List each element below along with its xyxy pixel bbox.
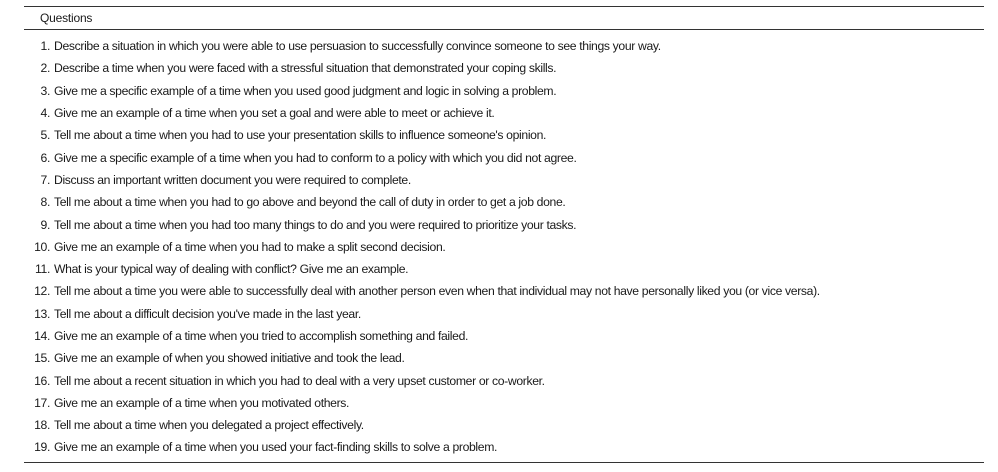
question-number: 8. <box>40 195 50 210</box>
table-row <box>24 347 984 369</box>
question-text: Give me an example of a time when you tried to accomplish something and failed. <box>54 329 469 343</box>
question-number: 4. <box>40 106 50 121</box>
question-text: Give me an example of when you showed initiative and took the lead. <box>54 351 405 366</box>
question-number: 3. <box>40 83 50 98</box>
question-number: 17. <box>34 395 50 410</box>
question-text: What is your typical way of dealing with conflict? Give me an example. <box>54 262 409 277</box>
question-number: 10. <box>34 239 50 254</box>
question-number: 6. <box>40 150 50 165</box>
question-text: Tell me about a recent situation in which you had to deal with a very upset customer or co-worker. <box>54 373 545 388</box>
question-text: Give me a specific example of a time when you used good judgment and logic in solving a problem. <box>54 83 557 98</box>
question-text: Give me an example of a time when you motivated others. <box>54 395 350 410</box>
question-number: 5. <box>40 128 50 143</box>
table-row <box>24 169 984 191</box>
question-text: Tell me about a time when you had to go above and beyond the call of duty in order to get a job done. <box>54 195 566 210</box>
question-text: Tell me about a time when you delegated a project effectively. <box>54 418 364 433</box>
question-text: Tell me about a time when you had to use your presentation skills to influence someone's opinion. <box>54 128 547 143</box>
table-row <box>24 392 984 414</box>
table-row <box>24 213 984 235</box>
question-text: Discuss an important written document you were required to complete. <box>54 172 411 187</box>
question-number: 19. <box>34 440 50 455</box>
question-number: 18. <box>34 418 50 433</box>
table-row <box>24 258 984 280</box>
question-number: 12. <box>34 284 50 299</box>
table-row <box>24 124 984 146</box>
table-row <box>24 414 984 436</box>
bottom-rule <box>24 462 984 463</box>
table-row <box>24 35 984 57</box>
question-text: Tell me about a time you were able to successfully deal with another person even when that individual may not have personally liked you (or vice versa). <box>54 284 820 299</box>
table-row <box>24 80 984 102</box>
table-row <box>24 325 984 347</box>
question-text: Tell me about a time when you had too many things to do and you were required to prioritize your tasks. <box>54 217 577 232</box>
table-row <box>24 280 984 302</box>
question-number: 1. <box>40 39 50 54</box>
table-row <box>24 191 984 213</box>
question-text: Give me a specific example of a time when you had to conform to a policy with which you did not agree. <box>54 150 577 165</box>
table-row <box>24 236 984 258</box>
question-list <box>24 35 984 459</box>
table-header <box>24 6 984 30</box>
question-number: 13. <box>34 306 50 321</box>
question-text: Describe a time when you were faced with a stressful situation that demonstrated your coping skills. <box>54 61 557 76</box>
question-text: Give me an example of a time when you set a goal and were able to meet or achieve it. <box>54 106 495 121</box>
table-row <box>24 146 984 168</box>
table-row <box>24 303 984 325</box>
question-number: 9. <box>40 217 50 232</box>
table-row <box>24 102 984 124</box>
question-number: 15. <box>34 351 50 366</box>
question-number: 16. <box>34 373 50 388</box>
questions-table <box>24 6 984 463</box>
question-text: Tell me about a difficult decision you've made in the last year. <box>54 306 361 321</box>
table-row <box>24 57 984 79</box>
table-row <box>24 369 984 391</box>
question-number: 2. <box>40 61 50 76</box>
header-label: Questions <box>40 11 93 25</box>
question-number: 14. <box>34 329 50 343</box>
table-row <box>24 436 984 458</box>
question-text: Give me an example of a time when you used your fact-finding skills to solve a problem. <box>54 440 498 455</box>
question-number: 11. <box>35 262 50 277</box>
question-number: 7. <box>40 172 50 187</box>
question-text: Describe a situation in which you were able to use persuasion to successfully convince someone to see things your way. <box>54 39 661 54</box>
question-text: Give me an example of a time when you had to make a split second decision. <box>54 239 446 254</box>
